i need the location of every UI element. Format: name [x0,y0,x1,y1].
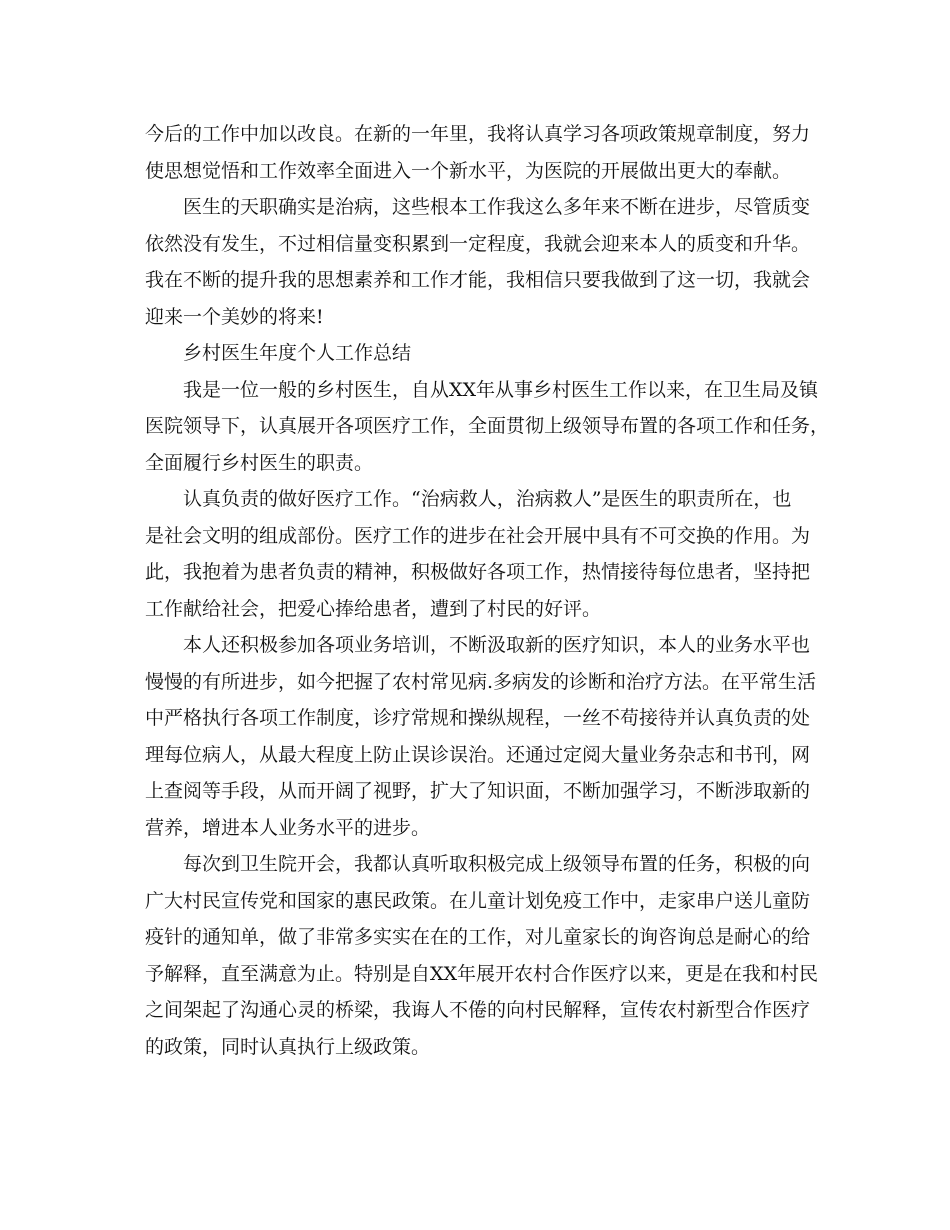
text-line: 疫针的通知单，做了非常多实实在在的工作，对儿童家长的询咨询总是耐心的给 [145,926,811,948]
section-heading [145,335,810,372]
body-paragraph [145,189,810,335]
text-line: 的政策，同时认真执行上级政策。 [145,1035,431,1058]
text-line: 医生的天职确实是治病，这些根本工作我这么多年来不断在进步，尽管质变 [183,196,811,218]
text-line: 慢慢的有所进步，如今把握了农村常见病.多病发的诊断和治疗方法。在平常生活 [145,670,817,693]
text-line: 营养，增进本人业务水平的进步。 [145,816,431,839]
body-paragraph [145,372,830,482]
body-paragraph [145,481,810,627]
text-line: 医院领导下，认真展开各项医疗工作，全面贯彻上级领导布置的各项工作和任务， [145,415,830,437]
text-line: 我在不断的提升我的思想素养和工作才能，我相信只要我做到了这一切，我就会 [145,269,811,291]
text-line: 我是一位一般的乡村医生，自从XX年从事乡村医生工作以来，在卫生局及镇 [183,378,819,401]
body-paragraph [145,627,817,846]
text-line: 使思想觉悟和工作效率全面进入一个新水平，为医院的开展做出更大的奉献。 [145,159,792,182]
text-line: 上查阅等手段，从而开阔了视野，扩大了知识面，不断加强学习，不断涉取新的 [145,780,811,802]
text-line: 本人还积极参加各项业务培训，不断汲取新的医疗知识，本人的业务水平也 [183,634,811,656]
text-line: 全面履行乡村医生的职责。 [145,451,374,474]
heading-line: 乡村医生年度个人工作总结 [183,342,412,364]
text-line: 广大村民宣传党和国家的惠民政策。在儿童计划免疫工作中，走家串户送儿童防 [145,889,811,912]
text-line: 此，我抱着为患者负责的精神，积极做好各项工作，热情接待每位患者，坚持把 [145,561,811,583]
text-line: 是社会文明的组成部份。医疗工作的进步在社会开展中具有不可交换的作用。为 [145,524,811,547]
text-line: 每次到卫生院开会，我都认真听取积极完成上级领导布置的任务，积极的向 [183,853,811,875]
document-page [145,116,830,1065]
text-line: 之间架起了沟通心灵的桥梁，我诲人不倦的向村民解释，宣传农村新型合作医疗 [145,999,811,1021]
body-paragraph [145,116,810,189]
text-line: 依然没有发生，不过相信量变积累到一定程度，我就会迎来本人的质变和升华。 [145,232,811,255]
text-line: 工作献给社会，把爱心捧给患者，遭到了村民的好评。 [145,597,602,620]
text-line: 理每位病人，从最大程度上防止误诊误治。还通过定阅大量业务杂志和书刊，网 [145,743,811,766]
text-line: 迎来一个美妙的将来! [145,305,324,328]
body-paragraph [145,846,819,1065]
text-line: 认真负责的做好医疗工作。“治病救人，治病救人”是医生的职责所在，也 [183,488,792,510]
text-line: 中严格执行各项工作制度，诊疗常规和操纵规程，一丝不苟接待并认真负责的处 [145,707,811,729]
text-line: 今后的工作中加以改良。在新的一年里，我将认真学习各项政策规章制度，努力 [145,123,811,145]
text-line: 予解释，直至满意为止。特别是自XX年展开农村合作医疗以来，更是在我和村民 [145,962,819,985]
